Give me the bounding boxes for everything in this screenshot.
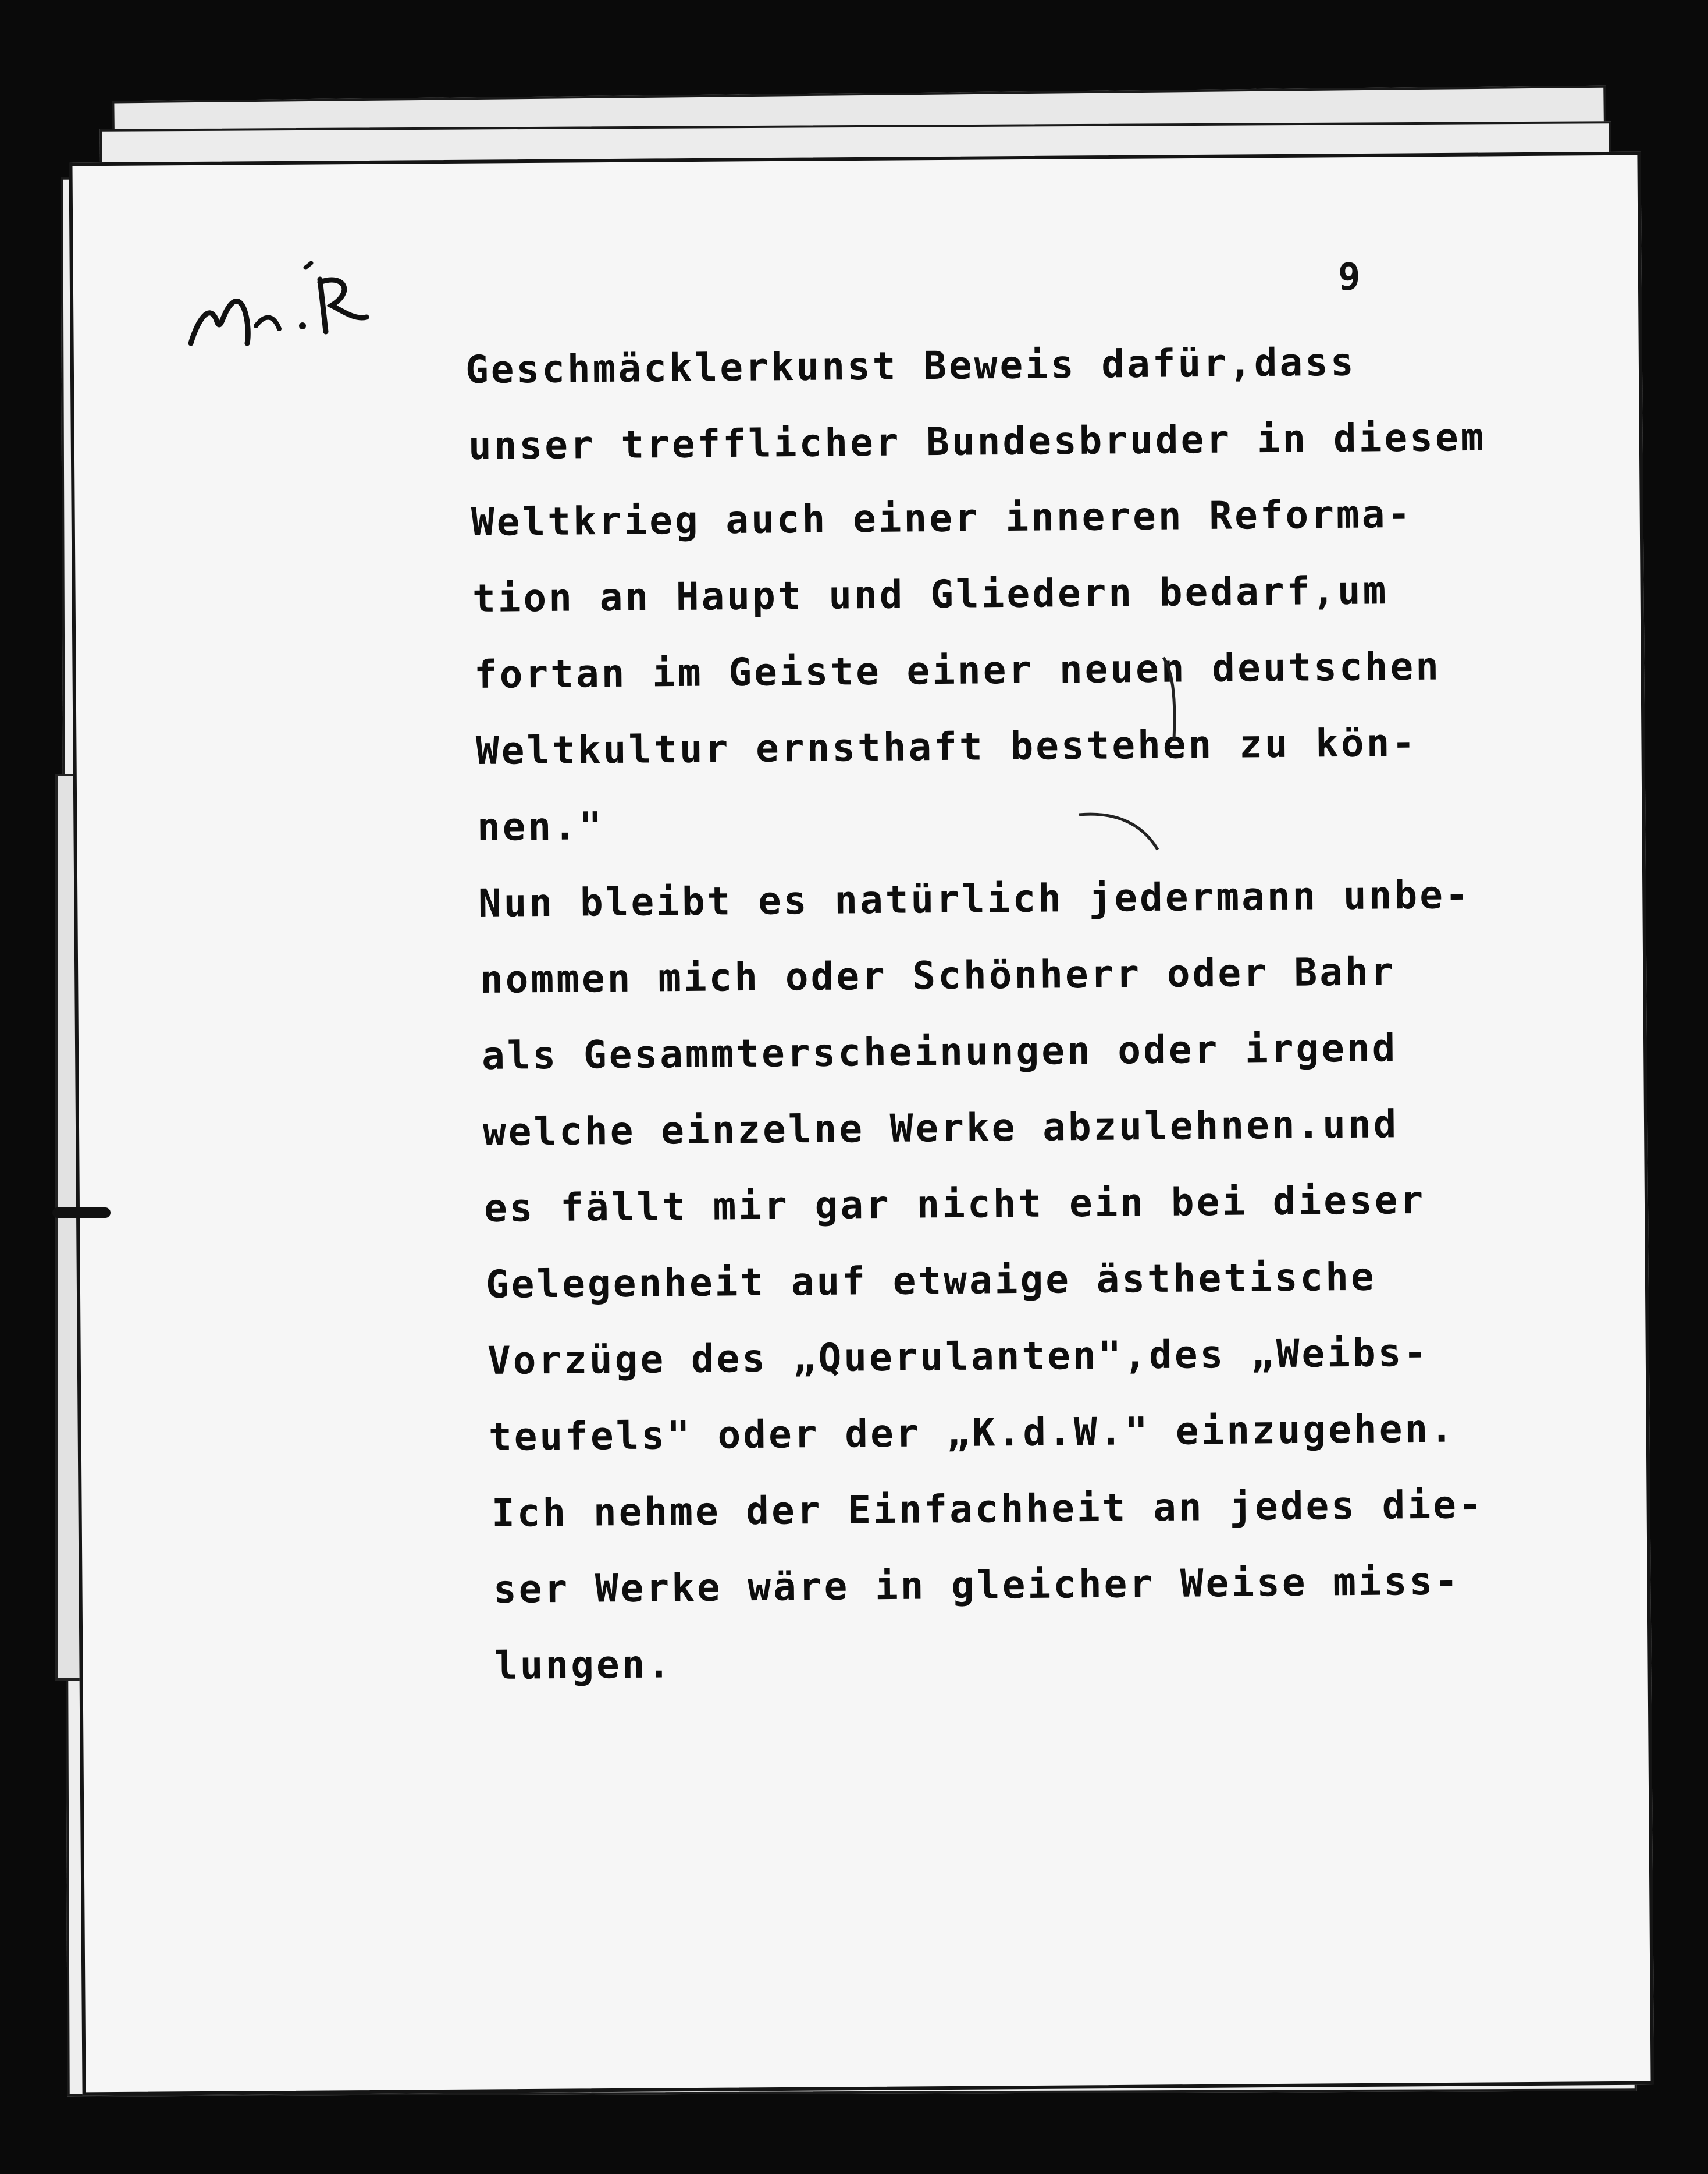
text-line: ser Werke wäre in gleicher Weise miss- (493, 1558, 1461, 1612)
page-number: 9 (1338, 256, 1361, 299)
text-line: tion an Haupt und Gliedern bedarf,um (472, 568, 1389, 621)
text-line: Ich nehme der Einfachheit an jedes die- (491, 1482, 1484, 1536)
text-line: Weltkultur ernsthaft bestehen zu kön- (475, 720, 1418, 773)
text-line: Weltkrieg auch einer inneren Reforma- (471, 491, 1413, 545)
text-line: nommen mich oder Schönherr oder Bahr (479, 949, 1396, 1002)
handwritten-annotation (186, 256, 378, 355)
text-line: welche einzelne Werke abzulehnen.und (482, 1102, 1399, 1155)
text-line: Geschmäcklerkunst Beweis dafür,dass (465, 339, 1357, 392)
text-line: Gelegenheit auf etwaige ästhetische (485, 1254, 1377, 1307)
text-line: nen." (476, 804, 605, 850)
binding-string (52, 1207, 111, 1218)
text-line: als Gesammterscheinungen oder irgend (481, 1025, 1398, 1078)
text-line: Nun bleibt es natürlich jedermann unbe- (478, 872, 1471, 926)
text-line: unser trefflicher Bundesbruder in diesem (468, 414, 1486, 468)
text-line: es fällt mir gar nicht ein bei dieser (483, 1177, 1426, 1231)
text-line: teufels" oder der „K.d.W." einzugehen. (488, 1406, 1456, 1459)
text-line: Vorzüge des „Querulanten",des „Weibs- (487, 1330, 1429, 1383)
typed-text-block (465, 332, 1513, 1704)
text-line: fortan im Geiste einer neuen deutschen (474, 644, 1442, 697)
text-line: lungen. (494, 1642, 673, 1688)
